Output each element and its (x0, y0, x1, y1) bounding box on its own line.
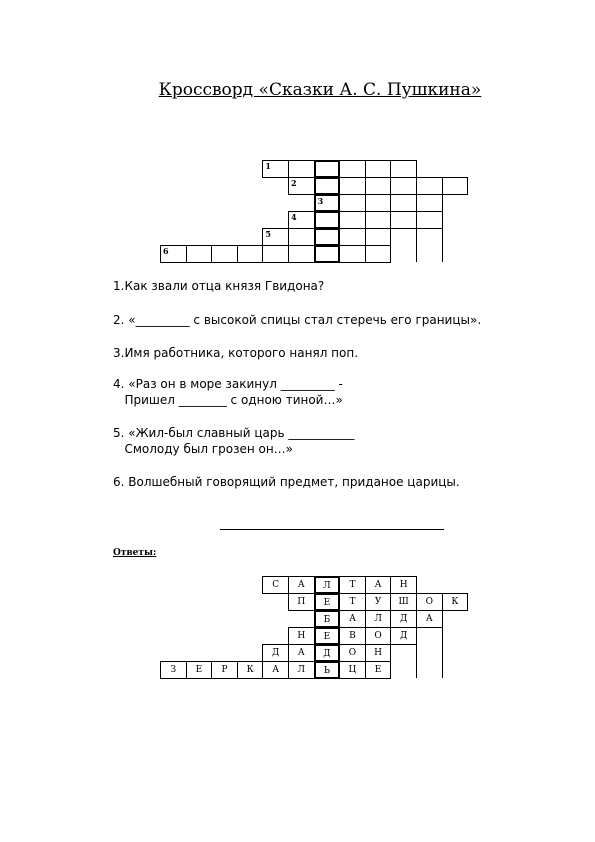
answer-cell (262, 661, 289, 679)
answer-letter: А (297, 580, 305, 590)
answer-cell (390, 593, 417, 611)
answer-letter: В (349, 631, 356, 641)
answer-cell (314, 627, 341, 645)
answer-letter: Н (297, 631, 306, 641)
divider-line (220, 529, 444, 530)
answer-letter: А (425, 614, 433, 624)
answer-cell (365, 627, 392, 645)
answer-letter: А (272, 665, 280, 675)
answer-letter: Е (374, 665, 382, 675)
answer-cell (339, 661, 366, 679)
answer-cell (339, 644, 366, 662)
answer-letter: Е (323, 598, 331, 608)
answer-letter: Б (323, 615, 331, 625)
clue-number: 5 (265, 229, 271, 239)
answer-cell (390, 610, 417, 628)
answer-cell (288, 644, 315, 662)
answer-letter: Е (323, 632, 331, 642)
answer-cell (416, 593, 443, 611)
answer-letter: Д (400, 614, 408, 624)
answer-cell (365, 576, 392, 594)
clue-number: 1 (265, 161, 271, 171)
answer-cell (288, 593, 315, 611)
answer-letter: Д (323, 649, 331, 659)
answer-letter: Д (400, 631, 408, 641)
grid-edge-line (416, 627, 417, 678)
clue-number: 6 (163, 246, 169, 256)
clue-5: 5. «Жил-был славный царь ___________ Смолоду был грозен он…» (113, 426, 355, 456)
answers-label: Ответы: (113, 548, 157, 558)
answer-cell (186, 661, 213, 679)
answer-cell (314, 576, 341, 594)
answer-letter: О (348, 648, 357, 658)
answer-cell (314, 593, 341, 611)
answer-cell (262, 644, 289, 662)
answer-letter: Л (297, 665, 306, 675)
answer-cell (339, 576, 366, 594)
answer-letter: Д (272, 648, 280, 658)
answer-cell (339, 593, 366, 611)
answer-letter: О (374, 631, 382, 641)
answer-letter: С (272, 580, 280, 590)
answer-cell (211, 661, 238, 679)
answer-letter: А (297, 648, 305, 658)
answer-letter: А (374, 580, 382, 590)
answer-cell (365, 610, 392, 628)
answer-letter: Ш (398, 597, 409, 607)
clue-2: 2. «_________ с высокой спицы стал стеречь его границы». (113, 313, 482, 327)
answer-letter: Л (374, 614, 382, 624)
answer-cell (288, 576, 315, 594)
answer-letter: Ц (348, 665, 357, 675)
clue-1: 1.Как звали отца князя Гвидона? (113, 279, 325, 293)
answer-cell (390, 576, 417, 594)
answer-cell (339, 627, 366, 645)
clue-3: 3.Имя работника, которого нанял поп. (113, 346, 359, 360)
clue-number: 3 (317, 196, 324, 206)
answer-cell (365, 644, 392, 662)
answer-letter: Ь (323, 666, 330, 676)
answer-letter: П (297, 597, 306, 607)
answer-cell (262, 576, 289, 594)
answer-letter: К (246, 665, 254, 675)
answer-cell (314, 644, 341, 662)
answer-letter: Л (323, 581, 331, 591)
answer-cell (288, 661, 315, 679)
answer-cell (442, 593, 469, 611)
answer-cell (160, 661, 187, 679)
answer-cell (314, 610, 341, 628)
answer-cell (365, 593, 392, 611)
answer-letter: А (349, 614, 356, 624)
answer-cell (314, 661, 341, 679)
answer-letter: К (451, 597, 459, 607)
clue-4: 4. «Раз он в море закинул _________ - Пришел ________ с одною тиной…» (113, 377, 343, 407)
answer-letter: Т (349, 580, 356, 590)
answer-cell (390, 627, 417, 645)
grid-edge-line (390, 644, 391, 678)
answer-letter: Т (349, 597, 356, 607)
answer-letter: У (374, 597, 382, 607)
answer-cell (416, 610, 443, 628)
answer-letter: Р (221, 665, 228, 675)
grid-edge-line (442, 610, 443, 678)
answer-letter: О (425, 597, 433, 607)
answer-cell (237, 661, 264, 679)
answer-cell (339, 610, 366, 628)
answer-cell (365, 661, 392, 679)
page-title: Кроссворд «Сказки А. С. Пушкина» (158, 80, 482, 100)
clue-number: 4 (291, 212, 297, 222)
answer-letter: Н (399, 580, 408, 590)
clue-number: 2 (291, 178, 297, 188)
answer-letter: Е (195, 665, 203, 675)
answer-letter: З (170, 665, 177, 675)
clue-6: 6. Волшебный говорящий предмет, приданое царицы. (113, 475, 460, 489)
answer-letter: Н (374, 648, 383, 658)
answer-cell (288, 627, 315, 645)
